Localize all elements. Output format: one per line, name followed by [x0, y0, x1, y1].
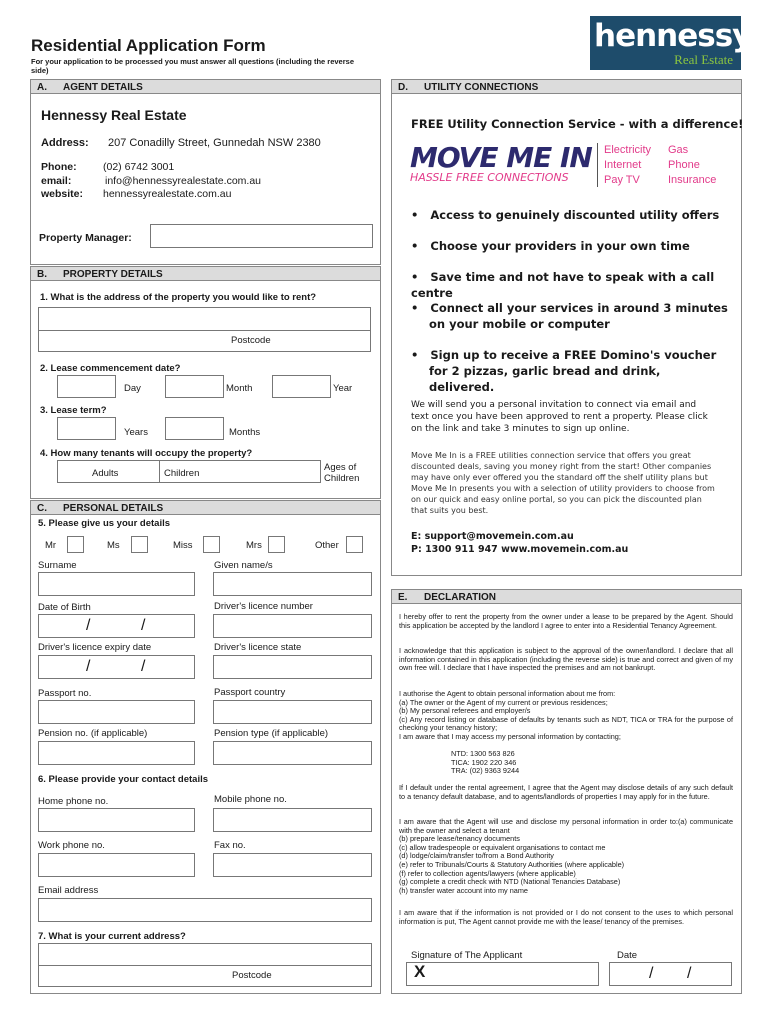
- logo-name: hennessy: [594, 18, 752, 54]
- mobile-phone-label: Mobile phone no.: [214, 794, 287, 805]
- utility-bullet-2: • Choose your providers in your own time: [411, 239, 690, 253]
- utility-description-text: Move Me In is a FREE utilities connection service that offers you great discounted deals, saving you money right from the start! Other companies may have only ever offered you the standard off the shelf utility plans but Move Me In presents you with a selection of utility providers to choose from on our quick and easy online portal, so you can pick the discounted plan that suits you best.: [411, 451, 715, 515]
- month-label: Month: [226, 383, 253, 394]
- declaration-header: E. DECLARATION: [391, 589, 742, 604]
- phone-label: Phone:: [41, 161, 77, 173]
- declaration-p4: If I default under the rental agreement, I agree that the Agent may disclose details of any such default to a tenancy default database, and to agents/landlords of properties I may apply for in the future.: [399, 783, 733, 801]
- utility-contact-phone: P: 1300 911 947 www.movemein.com.au: [411, 544, 629, 555]
- passport-country-label: Passport country: [214, 687, 286, 698]
- service-insurance: Insurance: [668, 174, 717, 186]
- ages-of-label: Ages of: [324, 462, 357, 473]
- given-name-label: Given name/s: [214, 560, 273, 571]
- utility-bullet-5: • Sign up to receive a FREE Domino's voucher for 2 pizzas, garlic bread and drink, delivered.: [411, 348, 717, 394]
- passport-no-label: Passport no.: [38, 688, 92, 699]
- lease-day-input[interactable]: [57, 375, 116, 398]
- hennessy-logo: [590, 16, 752, 70]
- property-address-input[interactable]: [38, 307, 371, 331]
- passport-no-input[interactable]: [38, 700, 195, 724]
- utility-header: D. UTILITY CONNECTIONS: [391, 79, 742, 94]
- move-me-in-tagline: HASSLE FREE CONNECTIONS: [410, 171, 569, 184]
- property-details-header: B. PROPERTY DETAILS: [30, 266, 381, 281]
- property-manager-input[interactable]: [150, 224, 373, 248]
- title-miss-checkbox[interactable]: [203, 536, 220, 553]
- title-other-label: Other: [315, 540, 339, 551]
- declaration-p1: I hereby offer to rent the property from the owner under a lease to be prepared by the Agent. Should this application be accepted by the landlord I agree to enter into a Residential Tenancy Agreement.: [399, 612, 733, 630]
- date-slash-2: /: [687, 965, 692, 982]
- utility-contact-email: E: support@movemein.com.au: [411, 531, 574, 542]
- question-7: 7. What is your current address?: [38, 931, 186, 942]
- service-electricity: Electricity: [604, 144, 652, 156]
- children-label: Children: [164, 468, 200, 479]
- property-postcode-input[interactable]: [38, 330, 371, 352]
- email-address-label: Email address: [38, 885, 99, 896]
- dob-input[interactable]: [38, 614, 195, 638]
- title-mrs-label: Mrs: [246, 540, 262, 551]
- utility-bullet-3: • Save time and not have to speak with a call centre: [411, 270, 715, 300]
- year-label: Year: [333, 383, 353, 394]
- logo-sub: Real Estate: [674, 52, 733, 67]
- licence-expiry-input[interactable]: [38, 655, 195, 679]
- utility-bullet-4: • Connect all your services in around 3 minutes on your mobile or computer: [411, 301, 728, 331]
- pension-type-input[interactable]: [213, 741, 372, 765]
- licence-expiry-label: Driver's licence expiry date: [38, 642, 152, 653]
- question-3: 3. Lease term?: [40, 405, 107, 416]
- question-6: 6. Please provide your contact details: [38, 774, 209, 785]
- licence-number-input[interactable]: [213, 614, 372, 638]
- pension-type-label: Pension type (if applicable): [214, 728, 329, 739]
- question-4: 4. How many tenants will occupy the property?: [40, 448, 253, 459]
- declaration-p3: I authorise the Agent to obtain personal information about me from: (a) The owner or the Agent of my current or previous residences; (b) My personal referees and employer/s (c) Any record listing or database of defaults by tenants such as NDT, TICA or TRA for the purpose of checking your tenancy history; I am aware that I may access my personal information by contacting;: [399, 689, 733, 741]
- title-mrs-checkbox[interactable]: [268, 536, 285, 553]
- property-manager-label: Property Manager:: [39, 232, 132, 244]
- declaration-p2: I acknowledge that this application is subject to the approval of the owner/landlord. I declare that all information contained in this application (including the reverse side) is true and correct and given of my own free will. I declare that I have inspected the premises and am not bankrupt.: [399, 646, 733, 673]
- utility-invitation-text: We will send you a personal invitation to connect via email and text once you have been approved to rent a property. Please click on the link and take 3 minutes to sign up online.: [411, 400, 708, 434]
- agent-name: Hennessy Real Estate: [41, 107, 187, 123]
- agent-email: info@hennessyrealestate.com.au: [105, 175, 261, 187]
- dob-slash-1: /: [86, 617, 91, 634]
- question-1: 1. What is the address of the property you would like to rent?: [40, 292, 317, 303]
- service-gas: Gas: [668, 144, 689, 156]
- given-name-input[interactable]: [213, 572, 372, 596]
- lease-months-input[interactable]: [165, 417, 224, 440]
- current-postcode-label: Postcode: [232, 970, 272, 981]
- surname-label: Surname: [38, 560, 77, 571]
- title-mr-label: Mr: [45, 540, 57, 551]
- licence-state-label: Driver's licence state: [214, 642, 302, 653]
- pension-no-label: Pension no. (if applicable): [38, 728, 148, 739]
- title-mr-checkbox[interactable]: [67, 536, 84, 553]
- current-address-input[interactable]: [38, 943, 372, 966]
- agent-details-header: A. AGENT DETAILS: [30, 79, 381, 94]
- dob-slash-2: /: [141, 617, 146, 634]
- lease-years-input[interactable]: [57, 417, 116, 440]
- address-label: Address:: [41, 137, 89, 149]
- tenant-count-divider: [159, 460, 160, 483]
- passport-country-input[interactable]: [213, 700, 372, 724]
- title-ms-label: Ms: [107, 540, 120, 551]
- date-label: Date: [617, 950, 638, 961]
- pension-no-input[interactable]: [38, 741, 195, 765]
- form-subtitle: For your application to be processed you must answer all questions (including the reverse side): [31, 57, 354, 75]
- expiry-slash-2: /: [141, 658, 146, 675]
- agent-website: hennessyrealestate.com.au: [103, 188, 232, 200]
- work-phone-label: Work phone no.: [38, 840, 105, 851]
- signature-input[interactable]: [406, 962, 599, 986]
- declaration-p6: I am aware that if the information is not provided or I do not consent to the uses to which personal information is put, The Agent cannot provide me with the lease/ tenancy of the premises.: [399, 908, 733, 926]
- form-title: Residential Application Form: [31, 36, 266, 55]
- personal-details-header: C. PERSONAL DETAILS: [30, 500, 381, 515]
- surname-input[interactable]: [38, 572, 195, 596]
- service-paytv: Pay TV: [604, 174, 640, 186]
- utility-headline: FREE Utility Connection Service - with a difference!: [411, 117, 744, 131]
- service-phone: Phone: [668, 159, 700, 171]
- move-me-in-logo: [410, 143, 600, 189]
- lease-year-input[interactable]: [272, 375, 331, 398]
- expiry-slash-1: /: [86, 658, 91, 675]
- email-address-input[interactable]: [38, 898, 372, 922]
- website-label: website:: [41, 188, 84, 200]
- mobile-phone-input[interactable]: [213, 808, 372, 832]
- question-2: 2. Lease commencement date?: [40, 363, 181, 374]
- current-postcode-input[interactable]: [38, 965, 372, 987]
- title-ms-checkbox[interactable]: [131, 536, 148, 553]
- lease-month-input[interactable]: [165, 375, 224, 398]
- email-label: email:: [41, 175, 72, 187]
- adults-label: Adults: [92, 468, 119, 479]
- agent-address: 207 Conadilly Street, Gunnedah NSW 2380: [108, 137, 321, 149]
- signature-date-input[interactable]: [609, 962, 732, 986]
- move-me-in-brand: MOVE ME IN: [410, 141, 592, 174]
- months-label: Months: [229, 427, 261, 438]
- declaration-contacts: NTD: 1300 563 826 TICA: 1902 220 346 TRA: (02) 9363 9244: [451, 749, 520, 776]
- dob-label: Date of Birth: [38, 602, 91, 613]
- home-phone-input[interactable]: [38, 808, 195, 832]
- ages-children-label: Children: [324, 473, 360, 484]
- postcode-label: Postcode: [231, 335, 271, 346]
- date-slash-1: /: [649, 965, 654, 982]
- day-label: Day: [124, 383, 141, 394]
- agent-phone: (02) 6742 3001: [103, 161, 175, 173]
- declaration-p5: I am aware that the Agent will use and disclose my personal information in order to:(a) communicate with the owner and select a tenant (b) prepare lease/tenancy documents (c) allow tradespeople or equivalent organisations to contact me (d) lodge/claim/transfer to/from a Bond Authority (e) refer to Tribunals/Courts & Statutory Authorities (where applicable) (f) refer to collection agents/lawyers (where applicable) (g) complete a credit check with NTD (National Tenancies Database) (h) transfer water account into my name: [399, 817, 733, 895]
- years-label: Years: [124, 427, 148, 438]
- home-phone-label: Home phone no.: [38, 796, 109, 807]
- signature-x-mark: X: [414, 962, 426, 981]
- signature-label: Signature of The Applicant: [411, 950, 523, 961]
- utility-bullet-1: • Access to genuinely discounted utility offers: [411, 208, 720, 222]
- title-miss-label: Miss: [173, 540, 193, 551]
- fax-label: Fax no.: [214, 840, 246, 851]
- services-divider: [597, 143, 598, 187]
- fax-input[interactable]: [213, 853, 372, 877]
- title-other-checkbox[interactable]: [346, 536, 363, 553]
- question-5: 5. Please give us your details: [38, 518, 171, 529]
- licence-state-input[interactable]: [213, 655, 372, 679]
- licence-number-label: Driver's licence number: [214, 601, 313, 612]
- service-internet: Internet: [604, 159, 642, 171]
- work-phone-input[interactable]: [38, 853, 195, 877]
